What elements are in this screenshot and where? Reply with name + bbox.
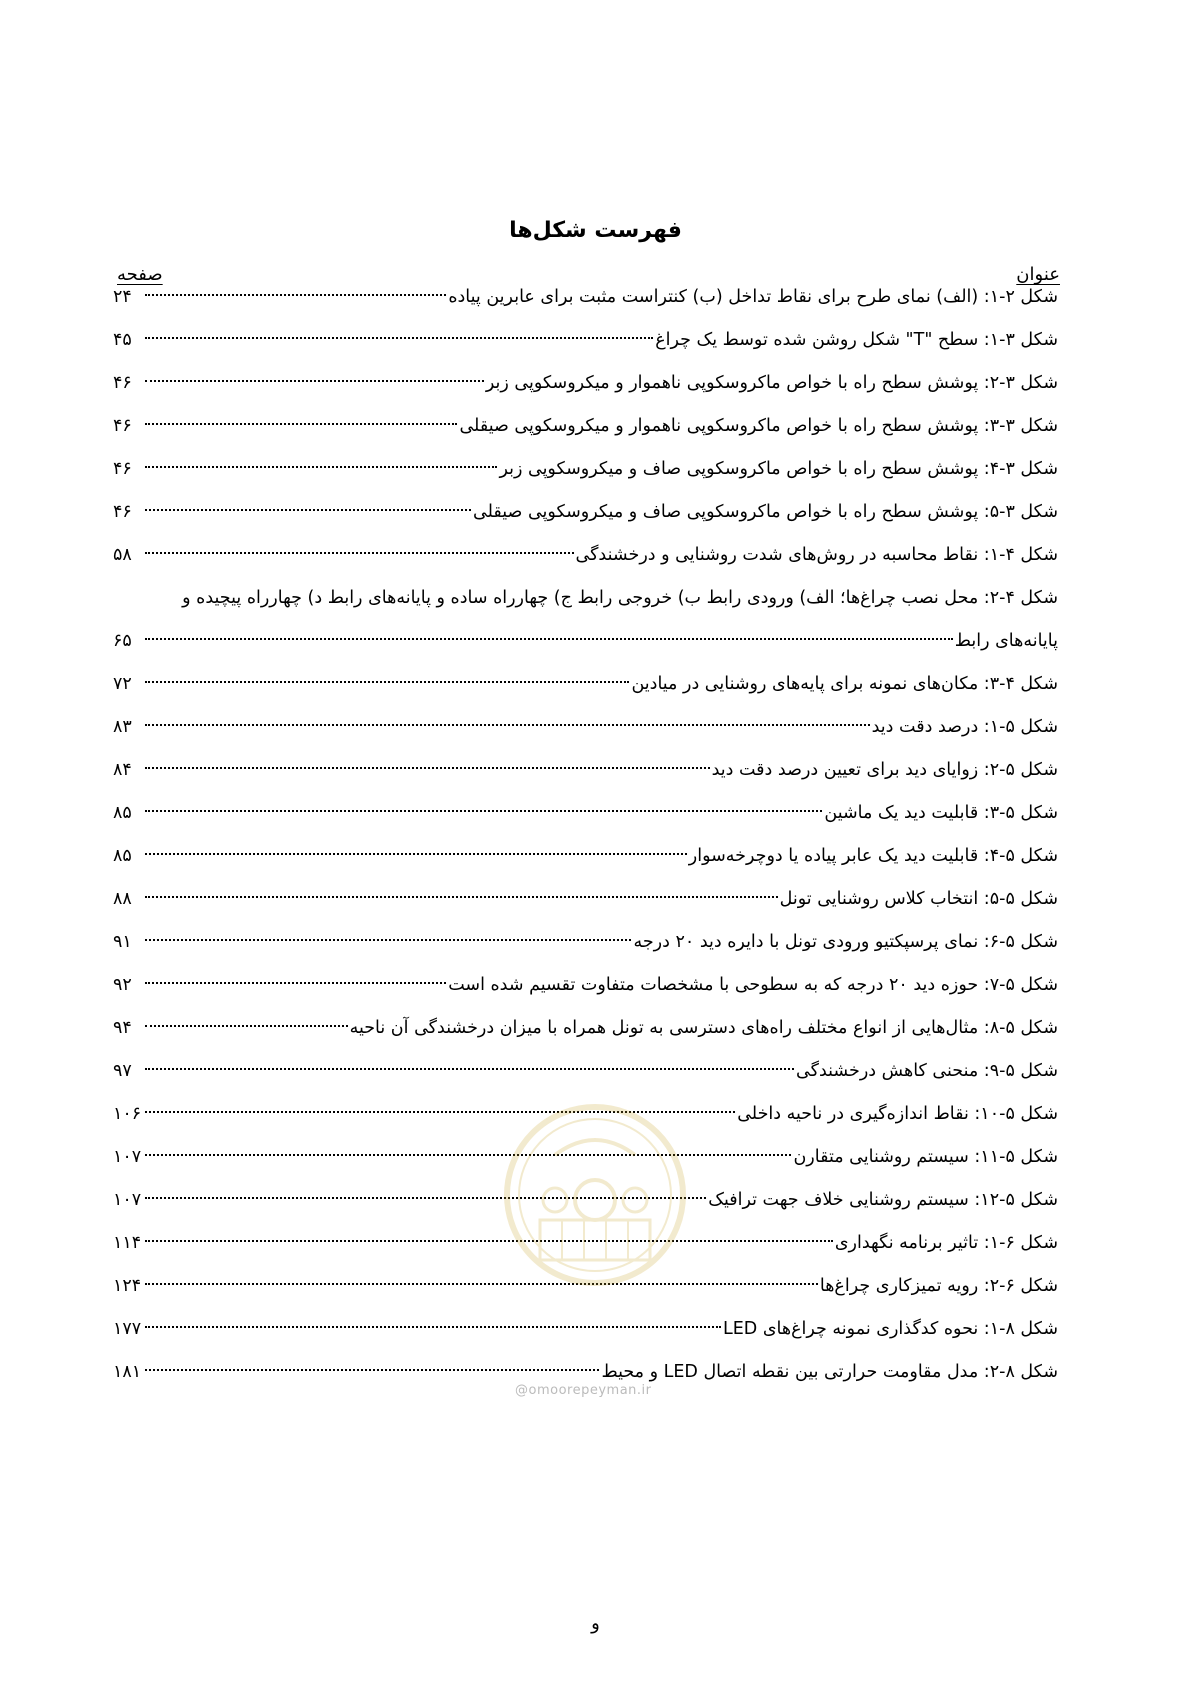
entry-title: شکل ۵-۱۰: نقاط اندازه‌گیری در ناحیه داخلی (737, 1104, 1058, 1124)
leader-dots (145, 423, 457, 425)
leader-dots (145, 939, 631, 941)
toc-entry[interactable] (113, 454, 1058, 484)
entry-title: شکل ۸-۲: مدل مقاومت حرارتی بین نقطه اتصال LED و محیط (601, 1362, 1058, 1382)
entry-page: ۱۰۷ (113, 1190, 142, 1210)
entry-page: ۲۴ (113, 287, 132, 307)
entry-page: ۶۵ (113, 631, 132, 651)
entry-page: ۹۴ (113, 1018, 132, 1038)
entry-title: شکل ۴-۳: مکان‌های نمونه برای پایه‌های روشنایی در میادین (631, 674, 1058, 694)
entry-title: شکل ۳-۲: پوشش سطح راه با خواص ماکروسکوپی ناهموار و میکروسکوپی زبر (485, 373, 1058, 393)
entry-page: ۱۸۱ (113, 1362, 142, 1382)
toc-entry[interactable] (113, 1271, 1058, 1301)
entry-page: ۸۳ (113, 717, 132, 737)
leader-dots (145, 1283, 818, 1285)
entry-page: ۱۲۴ (113, 1276, 142, 1296)
leader-dots (145, 1240, 833, 1242)
toc-entry[interactable] (113, 841, 1058, 871)
toc-entry[interactable] (113, 927, 1058, 957)
entry-page: ۷۲ (113, 674, 132, 694)
entry-page: ۸۸ (113, 889, 132, 909)
entry-title: شکل ۵-۸: مثال‌هایی از انواع مختلف راه‌های دسترسی به تونل همراه با میزان درخشندگی آن ناحیه (349, 1018, 1058, 1038)
leader-dots (145, 767, 710, 769)
page-number: و (591, 1613, 600, 1634)
entry-page: ۹۷ (113, 1061, 132, 1081)
toc-entry[interactable] (113, 1228, 1058, 1258)
toc-entry[interactable] (113, 1013, 1058, 1043)
toc-entry[interactable] (113, 712, 1058, 742)
entry-title: شکل ۵-۱۲: سیستم روشنایی خلاف جهت ترافیک (708, 1190, 1058, 1210)
leader-dots (145, 380, 484, 382)
leader-dots (145, 1111, 735, 1113)
entry-page: ۴۶ (113, 459, 132, 479)
leader-dots (145, 982, 446, 984)
entry-title: شکل ۵-۶: نمای پرسپکتیو ورودی تونل با دایره دید ۲۰ درجه (633, 932, 1058, 952)
leader-dots (145, 681, 629, 683)
leader-dots (145, 1197, 706, 1199)
entry-title: شکل ۵-۱: درصد دقت دید (871, 717, 1058, 737)
entry-title: پایانه‌های رابط (954, 631, 1058, 651)
leader-dots (145, 1154, 791, 1156)
leader-dots (145, 724, 870, 726)
entry-page: ۸۵ (113, 803, 132, 823)
entry-title: شکل ۲-۱: (الف) نمای طرح برای نقاط تداخل (ب) کنتراست مثبت برای عابرین پیاده (448, 287, 1058, 307)
entry-page: ۹۲ (113, 975, 132, 995)
toc-entry[interactable] (113, 368, 1058, 398)
toc-entry[interactable] (113, 1142, 1058, 1172)
entry-title: شکل ۵-۴: قابلیت دید یک عابر پیاده یا دوچرخه‌سوار (688, 846, 1058, 866)
page-column-header: صفحه (117, 264, 163, 285)
leader-dots (145, 1025, 348, 1027)
toc-entry[interactable] (113, 411, 1058, 441)
leader-dots (145, 294, 446, 296)
entry-title: شکل ۵-۱۱: سیستم روشنایی متقارن (793, 1147, 1058, 1167)
entry-title: شکل ۵-۲: زوایای دید برای تعیین درصد دقت دید (711, 760, 1058, 780)
toc-entry[interactable] (113, 626, 1058, 656)
entry-title: شکل ۵-۳: قابلیت دید یک ماشین (824, 803, 1058, 823)
entry-title: شکل ۳-۱: سطح "T" شکل روشن شده توسط یک چراغ (655, 330, 1058, 350)
leader-dots (145, 853, 687, 855)
entry-page: ۱۷۷ (113, 1319, 142, 1339)
leader-dots (145, 1369, 599, 1371)
entry-page: ۵۸ (113, 545, 132, 565)
entry-page: ۱۰۶ (113, 1104, 142, 1124)
toc-entry[interactable] (113, 970, 1058, 1000)
entry-title: شکل ۳-۳: پوشش سطح راه با خواص ماکروسکوپی ناهموار و میکروسکوپی صیقلی (459, 416, 1058, 436)
toc-entry[interactable] (113, 540, 1058, 570)
leader-dots (145, 896, 778, 898)
toc-entry[interactable] (113, 1185, 1058, 1215)
toc-entry[interactable] (113, 497, 1058, 527)
toc-entry[interactable] (113, 669, 1058, 699)
leader-dots (145, 466, 497, 468)
toc-entry[interactable] (113, 755, 1058, 785)
entry-title: شکل ۳-۵: پوشش سطح راه با خواص ماکروسکوپی صاف و میکروسکوپی صیقلی (473, 502, 1058, 522)
page-title: فهرست شکل‌ها (509, 218, 682, 243)
entry-page: ۴۶ (113, 502, 132, 522)
entry-page: ۸۴ (113, 760, 132, 780)
leader-dots (145, 337, 653, 339)
entry-title: شکل ۳-۴: پوشش سطح راه با خواص ماکروسکوپی صاف و میکروسکوپی زبر (499, 459, 1058, 479)
entry-page: ۴۵ (113, 330, 132, 350)
entry-page: ۸۵ (113, 846, 132, 866)
entry-title: شکل ۵-۵: انتخاب کلاس روشنایی تونل (779, 889, 1058, 909)
entry-page: ۹۱ (113, 932, 132, 952)
leader-dots (145, 810, 822, 812)
entry-page: ۴۶ (113, 373, 132, 393)
leader-dots (145, 509, 471, 511)
entry-page: ۱۰۷ (113, 1147, 142, 1167)
leader-dots (145, 638, 953, 640)
toc-entry[interactable] (113, 1314, 1058, 1344)
entry-page: ۴۶ (113, 416, 132, 436)
toc-entry[interactable] (113, 884, 1058, 914)
entry-title: شکل ۶-۲: رویه تمیزکاری چراغ‌ها (819, 1276, 1058, 1296)
entry-title: شکل ۶-۱: تاثیر برنامه نگهداری (834, 1233, 1058, 1253)
toc-entry[interactable] (113, 325, 1058, 355)
toc-entry[interactable] (113, 1099, 1058, 1129)
title-column-header: عنوان (1016, 264, 1060, 285)
toc-entry[interactable] (113, 1056, 1058, 1086)
watermark-url: @omoorepeyman.ir (515, 1383, 652, 1398)
toc-entry[interactable] (113, 282, 1058, 312)
leader-dots (145, 1068, 794, 1070)
leader-dots (145, 552, 574, 554)
entry-title: شکل ۴-۱: نقاط محاسبه در روش‌های شدت روشنایی و درخشندگی (575, 545, 1058, 565)
toc-entry[interactable] (113, 798, 1058, 828)
entry-title: شکل ۵-۷: حوزه دید ۲۰ درجه که به سطوحی با مشخصات متفاوت تقسیم شده است (448, 975, 1058, 995)
leader-dots (145, 1326, 721, 1328)
toc-entry-first-line[interactable]: شکل ۴-۲: محل نصب چراغ‌ها؛ الف) ورودی رابط ب) خروجی رابط ج) چهارراه ساده و پایانه‌های رابط د) چهارراه پیچیده و (182, 588, 1058, 608)
entry-title: شکل ۸-۱: نحوه کدگذاری نمونه چراغ‌های LED (722, 1319, 1058, 1339)
entry-page: ۱۱۴ (113, 1233, 142, 1253)
entry-title: شکل ۵-۹: منحنی کاهش درخشندگی (796, 1061, 1058, 1081)
